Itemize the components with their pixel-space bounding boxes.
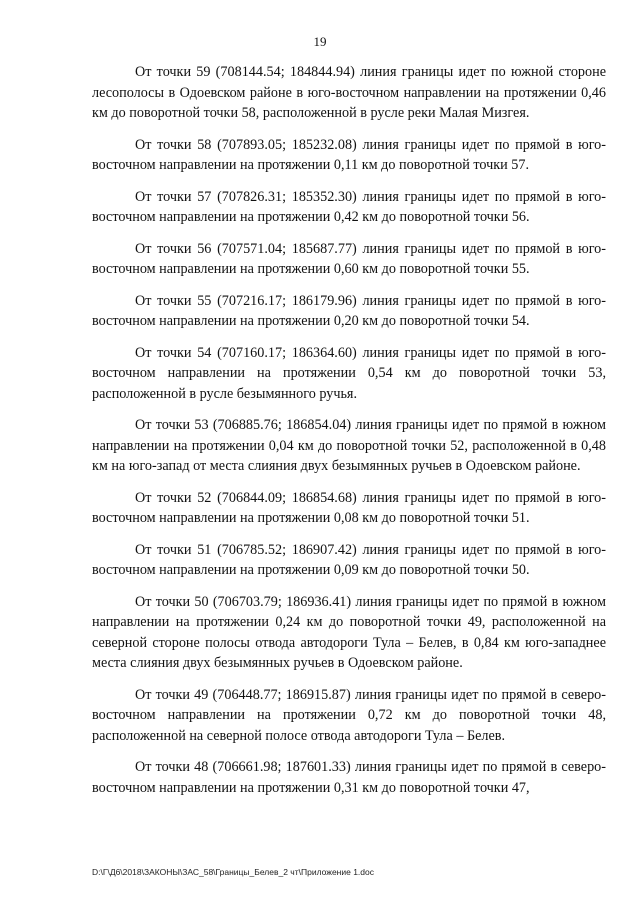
page-number: 19 xyxy=(313,34,327,49)
paragraph-point-51: От точки 51 (706785.52; 186907.42) линия границы идет по прямой в юго-восточном направлении на протяжении 0,09 км до поворотной точки 50. xyxy=(92,541,606,578)
paragraph-point-48: От точки 48 (706661.98; 187601.33) линия границы идет по прямой в северо-восточном направлении на протяжении 0,31 км до поворотной точки 47, xyxy=(92,759,606,796)
paragraph-point-55: От точки 55 (707216.17; 186179.96) линия границы идет по прямой в юго-восточном направлении на протяжении 0,20 км до поворотной точки 54. xyxy=(92,292,606,329)
paragraph-point-54: От точки 54 (707160.17; 186364.60) линия границы идет по прямой в юго-восточном направлении на протяжении 0,54 км до поворотной точки 53, расположенной в русле безымянного ручья. xyxy=(92,344,606,402)
paragraph-point-58: От точки 58 (707893.05; 185232.08) линия границы идет по прямой в юго-восточном направлении на протяжении 0,11 км до поворотной точки 57. xyxy=(92,136,606,173)
document-body xyxy=(92,62,606,809)
paragraph-point-52: От точки 52 (706844.09; 186854.68) линия границы идет по прямой в юго-восточном направлении на протяжении 0,08 км до поворотной точки 51. xyxy=(92,489,606,526)
footer-file-path: D:\Г\Д6\2018\ЗАКОНЫ\ЗАС_58\Границы_Белев_2 чт\Приложение 1.doc xyxy=(92,867,374,877)
paragraph-point-53: От точки 53 (706885.76; 186854.04) линия границы идет по прямой в южном направлении на протяжении 0,04 км до поворотной точки 52, расположенной в 0,48 км на юго-запад от места слияния двух безымянных ручьев в Одоевском районе. xyxy=(92,417,606,474)
paragraph-point-56: От точки 56 (707571.04; 185687.77) линия границы идет по прямой в юго-восточном направлении на протяжении 0,60 км до поворотной точки 55. xyxy=(92,240,606,277)
paragraph-point-50: От точки 50 (706703.79; 186936.41) линия границы идет по прямой в южном направлении на протяжении 0,24 км до поворотной точки 49, расположенной на северной стороне полосы отвода автодороги Тула – Белев, в 0,84 км юго-западнее места слияния двух безымянных ручьев в Одоевском районе. xyxy=(92,593,606,671)
paragraph-point-49: От точки 49 (706448.77; 186915.87) линия границы идет по прямой в северо-восточном направлении на протяжении 0,72 км до поворотной точки 48, расположенной на северной полосе отвода автодороги Тула – Белев. xyxy=(92,686,606,744)
paragraph-point-57: От точки 57 (707826.31; 185352.30) линия границы идет по прямой в юго-восточном направлении на протяжении 0,42 км до поворотной точки 56. xyxy=(92,188,606,225)
paragraph-point-59: От точки 59 (708144.54; 184844.94) линия границы идет по южной стороне лесополосы в Одоевском районе в юго-восточном направлении на протяжении 0,46 км до поворотной точки 58, расположенной в русле реки Малая Мизгея. xyxy=(92,64,606,121)
